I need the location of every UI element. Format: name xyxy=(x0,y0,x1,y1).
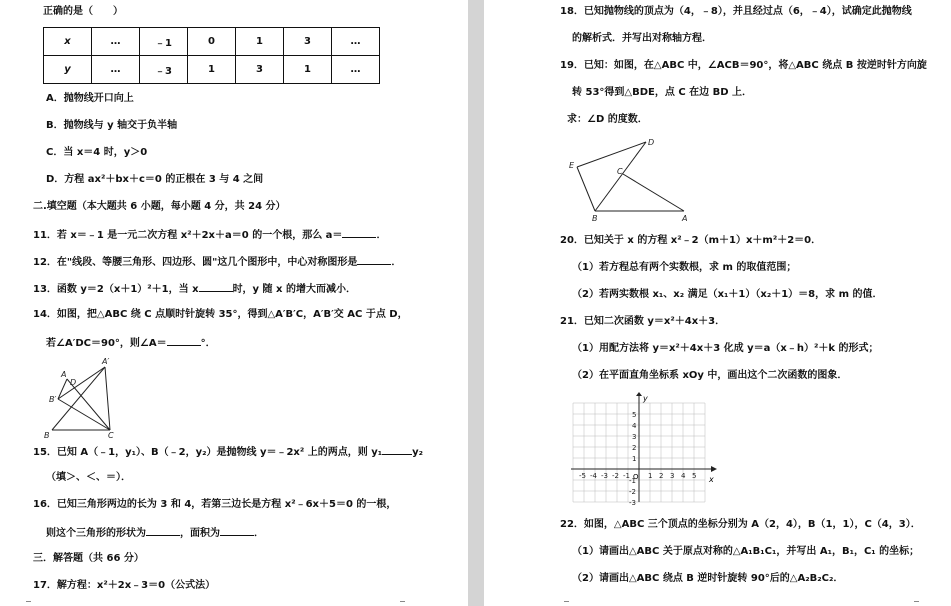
x-tick-label: -4 xyxy=(590,472,597,480)
y-tick-label: 3 xyxy=(632,433,637,441)
table-cell: y xyxy=(44,56,92,84)
question-18-line1: 18．已知抛物线的顶点为（4，﹣8），并且经过点（6，﹣4），试确定此抛物线 xyxy=(560,6,912,17)
table-cell: x xyxy=(44,28,92,56)
segment xyxy=(58,399,110,430)
x-tick-label: -5 xyxy=(579,472,586,480)
section3-heading: 三．解答题（共 66 分） xyxy=(33,553,144,564)
q11-text: 11．若 x＝﹣1 是一元二次方程 x²＋2x＋a＝0 的一个根，那么 a＝ xyxy=(33,230,343,241)
x-axis-label: x xyxy=(709,475,714,484)
option-a: A．抛物线开口向上 xyxy=(46,93,134,104)
answer-blank xyxy=(382,444,412,455)
y-tick-label: 2 xyxy=(632,444,637,452)
answer-blank xyxy=(199,281,233,292)
question-13 xyxy=(33,281,356,297)
left-page xyxy=(0,0,468,606)
right-page xyxy=(484,0,951,606)
section2-heading: 二.填空题（本大题共 6 小题，每小题 4 分，共 24 分） xyxy=(33,201,286,212)
segment xyxy=(52,367,105,430)
question-21-part2: （2）在平面直角坐标系 xOy 中，画出这个二次函数的图象． xyxy=(572,370,848,381)
question-20-part1: （1）若方程总有两个实数根，求 m 的取值范围； xyxy=(572,262,797,273)
y-tick-label: -3 xyxy=(629,499,636,507)
y-tick-label: -1 xyxy=(629,477,636,485)
x-tick-label: 5 xyxy=(692,472,697,480)
question-22-part1: （1）请画出△ABC 关于原点对称的△A₁B₁C₁，并写出 A₁，B₁，C₁ 的坐标； xyxy=(572,546,920,557)
q11-end: ． xyxy=(376,230,387,241)
label-a-prime: A′ xyxy=(102,357,110,366)
q15-end: y₂ xyxy=(412,447,424,458)
label-a: A xyxy=(61,370,67,379)
table-cell: … xyxy=(92,56,140,84)
table-cell: ﹣3 xyxy=(140,56,188,84)
page-corner-mark xyxy=(914,601,919,606)
label-b: B xyxy=(44,431,50,440)
answer-blank xyxy=(342,227,376,238)
q12-text: 12．在"线段、等腰三角形、四边形、圆"这几个图形中，中心对称图形是 xyxy=(33,257,358,268)
table-cell: 3 xyxy=(236,56,284,84)
question-16-line2 xyxy=(46,525,264,541)
q13-text: 13．函数 y＝2（x＋1）²＋1，当 x xyxy=(33,284,199,295)
q16-end: ． xyxy=(254,528,264,539)
label-a: A xyxy=(682,214,688,223)
figure-19 xyxy=(564,135,699,225)
page-corner-mark xyxy=(26,601,31,606)
q10-tail: 正确的是（ ） xyxy=(43,6,123,17)
x-tick-label: 4 xyxy=(681,472,686,480)
question-19-line3: 求：∠D 的度数． xyxy=(567,114,648,125)
value-table xyxy=(43,27,380,84)
question-19-line2: 转 53°得到△BDE，点 C 在边 BD 上． xyxy=(572,87,753,98)
label-c: C xyxy=(108,431,114,440)
label-d: D xyxy=(648,138,655,147)
x-tick-label: 3 xyxy=(670,472,675,480)
q16-text-b: ，面积为 xyxy=(180,528,220,539)
question-20: 20．已知关于 x 的方程 x²﹣2（m＋1）x＋m²＋2＝0． xyxy=(560,235,822,246)
y-tick-label: 4 xyxy=(632,422,637,430)
y-tick-label: -2 xyxy=(629,488,636,496)
segment xyxy=(577,142,646,167)
table-row-x xyxy=(44,28,380,56)
segment xyxy=(595,142,646,211)
question-14-line2 xyxy=(46,335,216,351)
x-tick-label: -1 xyxy=(623,472,630,480)
option-d: D．方程 ax²＋bx＋c＝0 的正根在 3 与 4 之间 xyxy=(46,174,264,185)
option-b: B．抛物线与 y 轴交于负半轴 xyxy=(46,120,178,131)
q13-end: 时，y 随 x 的增大而减小． xyxy=(232,284,356,295)
question-12 xyxy=(33,254,401,270)
question-15-line2: （填＞、＜、＝）． xyxy=(46,472,131,483)
question-18-line2: 的解析式．并写出对称轴方程． xyxy=(572,33,712,44)
answer-blank xyxy=(357,254,391,265)
segment xyxy=(623,174,684,211)
answer-blank xyxy=(167,335,201,346)
x-tick-label: -3 xyxy=(601,472,608,480)
segment xyxy=(105,367,110,430)
question-17: 17．解方程：x²＋2x﹣3＝0（公式法） xyxy=(33,580,216,591)
label-e: E xyxy=(569,161,575,170)
q14-end: °． xyxy=(200,338,216,349)
answer-blank xyxy=(146,525,180,536)
table-cell: 1 xyxy=(236,28,284,56)
label-d: D xyxy=(70,378,77,387)
question-15-line1 xyxy=(33,444,423,460)
page-corner-mark xyxy=(564,601,569,606)
label-b-prime: B′ xyxy=(49,395,57,404)
question-22-part2: （2）请画出△ABC 绕点 B 逆时针旋转 90°后的△A₂B₂C₂． xyxy=(572,573,844,584)
q12-end: ． xyxy=(391,257,402,268)
answer-blank xyxy=(220,525,254,536)
question-21-part1: （1）用配方法将 y＝x²＋4x＋3 化成 y＝a（x﹣h）²＋k 的形式； xyxy=(572,343,879,354)
figure-14 xyxy=(40,355,120,440)
table-cell: … xyxy=(92,28,140,56)
question-11 xyxy=(33,227,386,243)
x-axis-arrow xyxy=(711,466,717,472)
question-16-line1: 16．已知三角形两边的长为 3 和 4，若第三边长是方程 x²﹣6x＋5＝0 的一根， xyxy=(33,499,397,510)
table-cell: ﹣1 xyxy=(140,28,188,56)
table-row-y xyxy=(44,56,380,84)
question-14-line1: 14．如图，把△ABC 绕 C 点顺时针旋转 35°，得到△A′B′C，A′B′交 AC 于点 D， xyxy=(33,309,408,320)
coordinate-grid xyxy=(569,392,719,507)
origin-label: O xyxy=(633,473,639,481)
y-axis-arrow xyxy=(636,392,642,396)
y-axis-label: y xyxy=(643,394,648,403)
question-22: 22．如图，△ABC 三个顶点的坐标分别为 A（2，4），B（1，1），C（4，3）． xyxy=(560,519,921,530)
y-tick-label: 1 xyxy=(632,455,637,463)
table-cell: 3 xyxy=(284,28,332,56)
q16-text-a: 则这个三角形的形状为 xyxy=(46,528,146,539)
table-cell: … xyxy=(332,56,380,84)
x-tick-label: 1 xyxy=(648,472,653,480)
table-cell: 1 xyxy=(188,56,236,84)
q14-text: 若∠A′DC＝90°，则∠A＝ xyxy=(46,338,167,349)
option-c: C．当 x＝4 时，y＞0 xyxy=(46,147,148,158)
question-19-line1: 19．已知：如图，在△ABC 中，∠ACB＝90°，将△ABC 绕点 B 按逆时针方向旋 xyxy=(560,60,927,71)
x-tick-label: 2 xyxy=(659,472,664,480)
x-tick-label: -2 xyxy=(612,472,619,480)
page-corner-mark xyxy=(400,601,405,606)
table-cell: … xyxy=(332,28,380,56)
y-tick-label: 5 xyxy=(632,411,637,419)
question-21: 21．已知二次函数 y＝x²＋4x＋3． xyxy=(560,316,726,327)
label-c: C xyxy=(617,167,623,176)
q15-text: 15．已知 A（﹣1，y₁）、B（﹣2，y₂）是抛物线 y＝﹣2x² 上的两点，则 y₁ xyxy=(33,447,383,458)
label-b: B xyxy=(592,214,598,223)
table-cell: 0 xyxy=(188,28,236,56)
question-20-part2: （2）若两实数根 x₁、x₂ 满足（x₁＋1）（x₂＋1）＝8，求 m 的值． xyxy=(572,289,883,300)
table-cell: 1 xyxy=(284,56,332,84)
segment xyxy=(577,167,595,211)
